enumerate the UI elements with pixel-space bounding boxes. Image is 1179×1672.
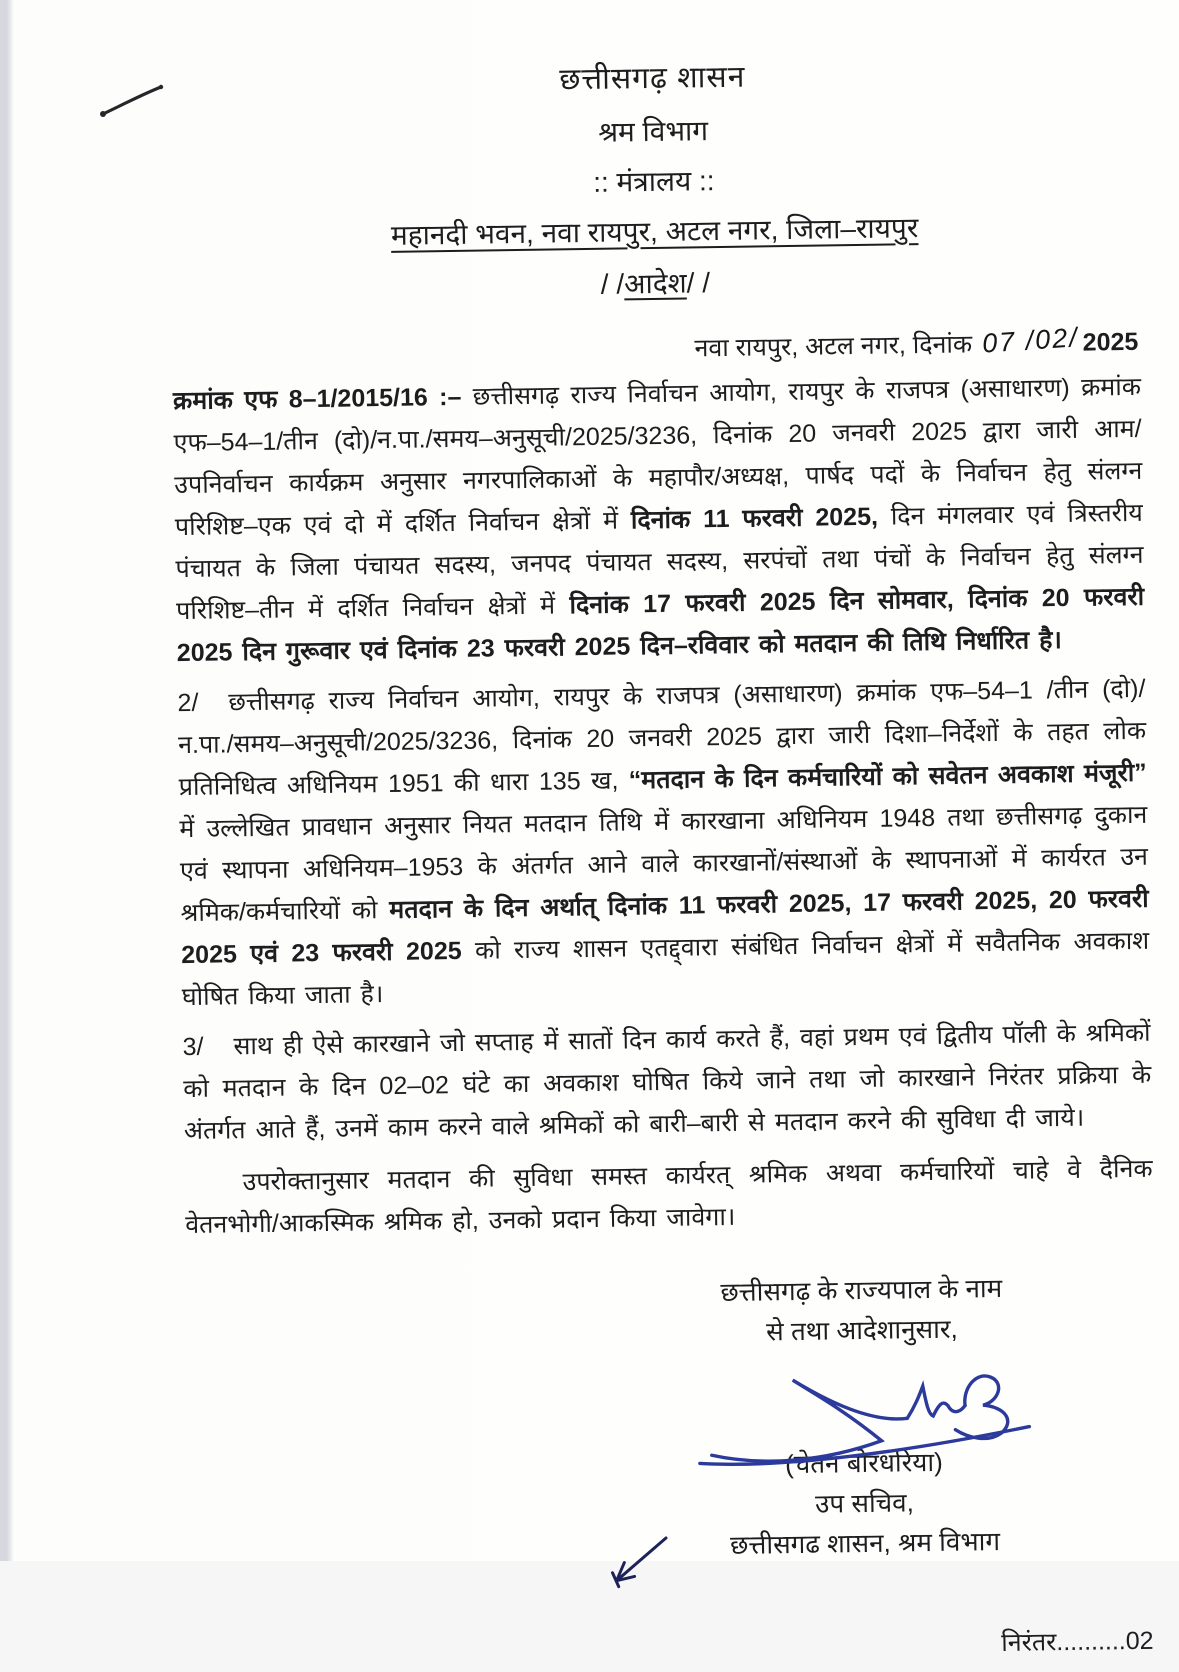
order-slashes-left: / / — [600, 268, 625, 300]
para-number-2: 2/ — [177, 688, 199, 718]
text-segment: में उल्लेखित प्रावधान अनुसार नियत मतदान तिथि में कारखाना अधिनियम 1948 तथा छत्तीसगढ़ दुकान एवं स्थापना अधिनियम–1953 के अंतर्गत आने वाले कारखानों/संस्थाओं के स्थापनाओं में कार्यरत उन श्रमिक/कर्मचारियों को — [179, 800, 1149, 928]
text-segment: को राज्य शासन एतद्द्वारा संबंधित निर्वाचन क्षेत्रों में सवैतनिक अवकाश घोषित किया जाता है। — [181, 926, 1150, 1012]
signatory-department-line — [630, 1520, 1101, 1567]
order-title — [171, 256, 1140, 312]
order-word: आदेश — [623, 267, 687, 300]
header-department: श्रम विभाग — [597, 115, 709, 148]
paragraph-2 — [177, 668, 1150, 1018]
quoted-provision-title: “मतदान के दिन कर्मचारियों को सवेतन अवकाश मंजूरी” — [628, 758, 1147, 795]
text-segment: छत्तीसगढ़ राज्य निर्वाचन आयोग, रायपुर के राजपत्र (असाधारण) क्रमांक एफ–54–1 /तीन (दो)/न.पा./समय–अनुसूची/2025/3236, दिनांक 20 जनवरी 2025 द्वारा जारी दिशा–निर्देशों के तहत लोक प्रतिनिधित्व अधिनियम 1951 की धारा 135 ख, — [177, 674, 1147, 802]
order-number: क्रमांक एफ 8–1/2015/16 :– — [172, 382, 462, 416]
document-content — [168, 49, 1160, 1672]
signatory-authority-line2: से तथा आदेशानुसार, — [765, 1313, 958, 1347]
page-continuation: निरंतर..........02 — [1001, 1627, 1154, 1658]
signature-block — [626, 1267, 1100, 1567]
closing-paragraph — [184, 1148, 1153, 1246]
text-segment: साथ ही ऐसे कारखाने जो सप्ताह में सातों दिन कार्य करते हैं, वहां प्रथम एवं द्वितीय पॉली के श्रमिकों को मतदान के दिन 02–02 घंटे का अवकाश घोषित किये जाने तथा जो कारखाने निरंतर प्रक्रिया के अंतर्गत आते हैं, उनमें काम करने वाले श्रमिकों को बारी–बारी से मतदान करने की सुविधा दी जाये। — [183, 1018, 1152, 1146]
header-government: छत्तीसगढ़ शासन — [559, 60, 746, 97]
text-segment: दिन मंगलवार एवं त्रिस्तरीय पंचायत के जिला पंचायत सदस्य, जनपद पंचायत सदस्य, सरपंचों तथा पंचों के निर्वाचन हेतु संलग्न परिशिष्ट–तीन में दर्शित निर्वाचन क्षेत्रों में — [175, 498, 1144, 626]
pen-arrow-mark — [602, 1532, 673, 1593]
paragraph-3 — [182, 1012, 1152, 1152]
signature-ink — [692, 1354, 1034, 1479]
signatory-authority-line1: छत्तीसगढ़ के राज्यपाल के नाम — [720, 1272, 1003, 1308]
para-number-3: 3/ — [182, 1032, 204, 1062]
signatory-title: उप सचिव, — [814, 1487, 915, 1519]
signatory-department: छत्तीसगढ शासन, श्रम विभाग — [729, 1526, 1001, 1561]
dateline — [172, 324, 1140, 372]
handwritten-date: 07 /02/ — [981, 322, 1080, 359]
polling-date-1: दिनांक 11 फरवरी 2025, — [630, 502, 879, 535]
header-ministry: :: मंत्रालय :: — [592, 165, 715, 198]
header-address: महानदी भवन, नवा रायपुर, अटल नगर, जिला–रायपुर — [390, 212, 919, 251]
order-slashes-right: / / — [686, 267, 711, 299]
holiday-dates: मतदान के दिन अर्थात् दिनांक 11 फरवरी 2025, 17 फरवरी 2025, 20 फरवरी 2025 एवं 23 फरवरी 2025 — [181, 884, 1149, 970]
text-segment: छत्तीसगढ़ राज्य निर्वाचन आयोग, रायपुर के राजपत्र (असाधारण) क्रमांक एफ–54–1/तीन (दो)/न.पा./समय–अनुसूची/2025/3236, दिनांक 20 जनवरी 2025 द्वारा जारी आम/उपनिर्वाचन कार्यक्रम अनुसार नगरपालिकाओं के महापौर/अध्यक्ष, पार्षद पदों के निर्वाचन हेतु संलग्न परिशिष्ट–एक एवं दो में दर्शित निर्वाचन क्षेत्रों में — [173, 372, 1143, 542]
dateline-place: नवा रायपुर, अटल नगर, दिनांक — [694, 330, 973, 363]
text-segment: उपरोक्तानुसार मतदान की सुविधा समस्त कार्यरत् श्रमिक अथवा कर्मचारियों चाहे वे दैनिक वेतनभोगी/आकस्मिक श्रमिक हो, उनको प्रदान किया जावेगा। — [185, 1154, 1153, 1240]
pen-tick-mark — [95, 78, 175, 123]
dateline-year: 2025 — [1082, 327, 1139, 357]
polling-dates-panchayat: दिनांक 17 फरवरी 2025 दिन सोमवार, दिनांक 20 फरवरी 2025 दिन गुरूवार एवं दिनांक 23 फरवरी 2025 दिन–रविवार को मतदान की तिथि निर्धारित है। — [176, 582, 1145, 668]
paragraph-1 — [173, 366, 1145, 674]
signatory-name: (चेतन बोरधरिया) — [784, 1446, 943, 1479]
